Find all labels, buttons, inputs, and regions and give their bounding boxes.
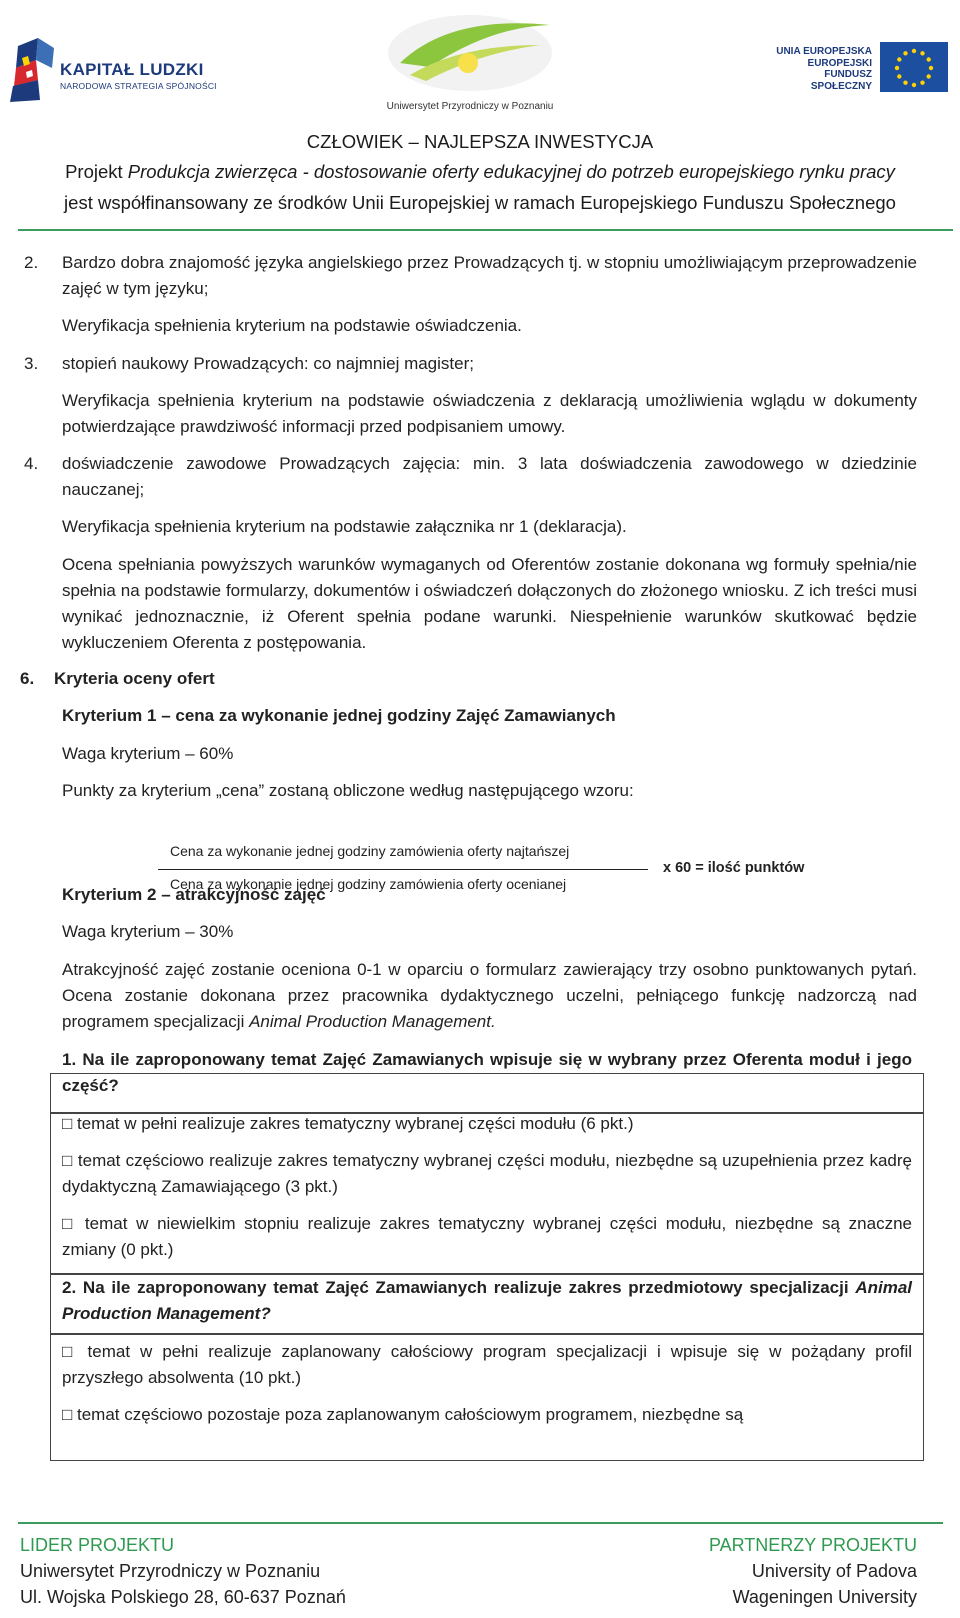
kapital-ludzki-emblem <box>8 38 56 104</box>
eu-line1: UNIA EUROPEJSKA <box>776 46 872 57</box>
footer-lead-address: Ul. Wojska Polskiego 28, 60-637 Poznań <box>20 1587 346 1607</box>
section-number: 6. <box>20 669 35 688</box>
criterion2-title: Kryterium 2 – atrakcyjność zajęć <box>62 885 326 904</box>
footer-lead-name: Uniwersytet Przyrodniczy w Poznaniu <box>20 1561 321 1581</box>
item-text: Bardzo dobra znajomość języka angielskiego przez Prowadzących tj. w stopniu umożliwiającym przeprowadzenie zajęć w tym języku; <box>62 253 917 298</box>
item-text: stopień naukowy Prowadzących: co najmniej magister; <box>62 354 474 373</box>
formula-fraction-line <box>158 869 648 870</box>
criterion2-desc-italic: Animal Production Management. <box>249 1012 496 1031</box>
formula-result: x 60 = ilość punktów <box>663 860 805 876</box>
formula-denominator: Cena za wykonanie jednej godziny zamówienia oferty ocenianej <box>170 876 567 892</box>
item-verification: Weryfikacja spełnienia kryterium na podstawie załącznika nr 1 (deklaracja). <box>62 517 627 536</box>
university-logo <box>370 5 570 115</box>
footer-partners-heading: PARTNERZY PROJEKTU <box>708 1535 917 1555</box>
university-emblem <box>370 5 570 100</box>
kapital-ludzki-title: KAPITAŁ LUDZKI <box>60 60 204 79</box>
criterion1-weight: Waga kryterium – 60% <box>62 744 234 763</box>
project-title: Produkcja zwierzęca - dostosowanie oferty edukacyjnej do potrzeb europejskiego rynku pracy <box>127 161 895 182</box>
eu-flag-icon <box>880 42 948 92</box>
table-question-1: 1. Na ile zaproponowany temat Zajęć Zamawianych wpisuje się w wybrany przez Oferenta moduł i jego część? <box>62 1050 912 1095</box>
university-name: Uniwersytet Przyrodniczy w Poznaniu <box>386 101 554 112</box>
item-text: doświadczenie zawodowe Prowadzących zajęcia: min. 3 lata doświadczenia zawodowego w dziedzinie nauczanej; <box>62 454 917 499</box>
item-verification: Weryfikacja spełnienia kryterium na podstawie oświadczenia. <box>62 316 522 335</box>
footer-divider <box>18 1522 943 1524</box>
kapital-ludzki-logo <box>8 38 218 108</box>
kapital-ludzki-subtitle: NARODOWA STRATEGIA SPÓJNOŚCI <box>60 81 217 91</box>
eu-line3: FUNDUSZ SPOŁECZNY <box>810 69 872 92</box>
question-2-text: 2. Na ile zaproponowany temat Zajęć Zamawianych realizuje zakres przedmiotowy specjalizacji <box>62 1278 856 1297</box>
item-verification: Weryfikacja spełnienia kryterium na podstawie oświadczenia z deklaracją umożliwienia wglądu w dokumenty potwierdzające prawdziwość informacji przed podpisaniem umowy. <box>62 391 917 436</box>
table-divider <box>50 1333 924 1335</box>
table-question-2 <box>62 1275 912 1327</box>
section-title: Kryteria oceny ofert <box>54 669 215 688</box>
project-prefix: Projekt <box>65 161 128 182</box>
item-number: 3. <box>24 354 39 373</box>
footer-partner-1: University of Padova <box>751 1561 917 1581</box>
footer-lead-heading: LIDER PROJEKTU <box>20 1535 175 1555</box>
item-number: 4. <box>24 454 39 473</box>
eu-logo <box>762 38 952 98</box>
item-number: 2. <box>24 253 39 272</box>
criterion1-desc: Punkty za kryterium „cena” zostaną obliczone według następującego wzoru: <box>62 781 634 800</box>
formula-numerator: Cena za wykonanie jednej godziny zamówienia oferty najtańszej <box>170 843 570 859</box>
eu-text <box>762 46 872 92</box>
cofinance-line: jest współfinansowany ze środków Unii Europejskiej w ramach Europejskiego Funduszu Społecznego <box>64 192 896 213</box>
criterion2-desc-text: Atrakcyjność zajęć zostanie oceniona 0-1 w oparciu o formularz zawierający trzy osobno punktowanych pytań. Ocena zostanie dokonana przez pracownika dydaktycznego uczelni, pełniącego funkcję nadzorczą nad programem specjalizacji <box>62 960 917 1031</box>
table-option: □ temat w niewielkim stopniu realizuje zakres tematyczny wybranej części modułu, niezbędne są znaczne zmiany (0 pkt.) <box>62 1214 912 1259</box>
eu-line2: EUROPEJSKI <box>807 57 872 69</box>
criterion2-desc <box>62 957 917 1035</box>
table-option: □ temat w pełni realizuje zakres tematyczny wybranej części modułu (6 pkt.) <box>62 1114 634 1133</box>
table-option: □ temat częściowo realizuje zakres tematyczny wybranej części modułu, niezbędne są uzupełnienia przez kadrę dydaktyczną Zamawiającego (3 pkt.) <box>62 1151 912 1196</box>
footer-partner-2: Wageningen University <box>732 1587 917 1607</box>
header-divider <box>18 229 953 231</box>
table-option: □ temat w pełni realizuje zaplanowany całościowy program specjalizacji i wpisuje się w pożądany profil przyszłego absolwenta (10 pkt.) <box>62 1342 912 1387</box>
question-2-italic: Animal Production Management? <box>62 1278 912 1323</box>
project-line <box>0 161 960 183</box>
assessment-paragraph: Ocena spełniania powyższych warunków wymaganych od Oferentów zostanie dokonana wg formuły spełnia/nie spełnia na podstawie formularzy, dokumentów i oświadczeń dołączonych do złożonego wniosku. Z ich treści musi wynikać jednoznacznie, iż Oferent spełnia podane warunki. Niespełnienie warunków skutkować będzie wykluczeniem Oferenta z postępowania. <box>62 555 917 652</box>
slogan: CZŁOWIEK – NAJLEPSZA INWESTYCJA <box>306 131 654 152</box>
criterion2-weight: Waga kryterium – 30% <box>62 922 234 941</box>
criterion1-title: Kryterium 1 – cena za wykonanie jednej godziny Zajęć Zamawianych <box>62 706 616 725</box>
table-option: □ temat częściowo pozostaje poza zaplanowanym całościowym programem, niezbędne są <box>62 1405 744 1424</box>
